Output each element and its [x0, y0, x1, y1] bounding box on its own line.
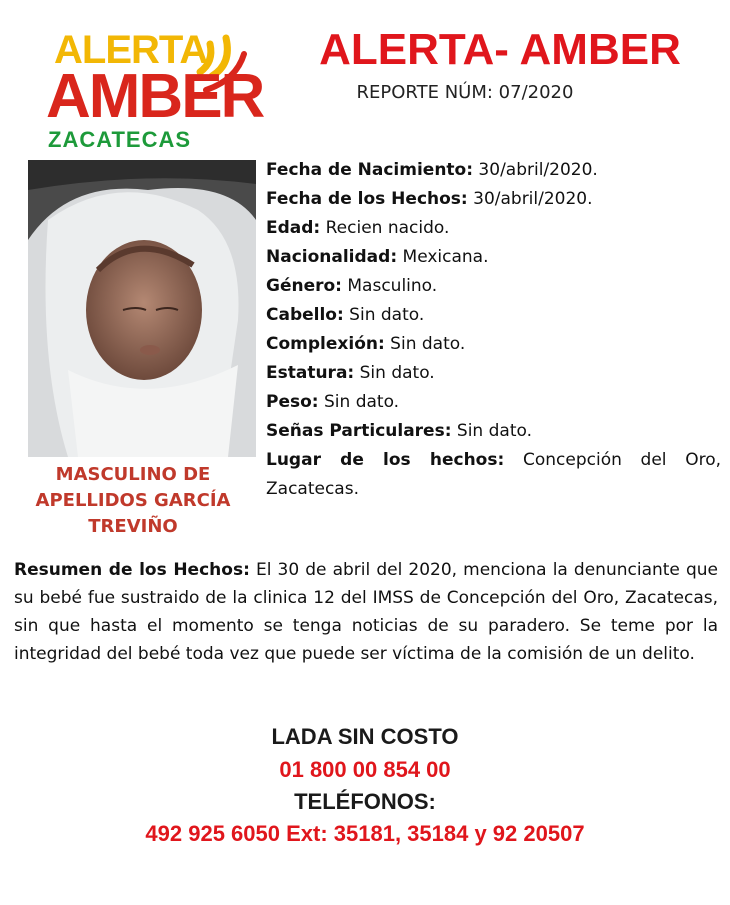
incident-summary	[14, 556, 718, 668]
detail-value: Mexicana.	[397, 247, 489, 267]
baby-photo	[28, 160, 256, 457]
detail-hair	[266, 301, 721, 330]
detail-value: Sin dato.	[343, 305, 425, 325]
detail-value: Masculino.	[341, 276, 438, 296]
detail-incident-location	[266, 446, 721, 504]
details-list	[266, 156, 721, 504]
detail-gender	[266, 272, 721, 301]
detail-value: 30/abril/2020.	[467, 189, 593, 209]
detail-label: Lugar de los hechos:	[266, 450, 505, 470]
detail-distinguishing-marks	[266, 417, 721, 446]
detail-value: Recien nacido.	[320, 218, 450, 238]
detail-value: Sin dato.	[318, 392, 400, 412]
child-name-caption: MASCULINO DE APELLIDOS GARCÍA TREVIÑO	[35, 464, 231, 537]
detail-value: 30/abril/2020.	[473, 160, 598, 180]
detail-value: Sin dato.	[384, 334, 466, 354]
detail-label: Fecha de los Hechos:	[266, 189, 468, 209]
detail-incident-date	[266, 185, 721, 214]
detail-label: Peso:	[266, 392, 319, 412]
detail-label: Señas Particulares:	[266, 421, 452, 441]
detail-label: Fecha de Nacimiento:	[266, 160, 474, 180]
summary-text: El 30 de abril del 2020, menciona la denunciante que su bebé fue sustraido de la clinica 12 del IMSS de Concepción del Oro, Zacatecas, sin que hasta el momento se tenga noticias de su paradero. Se teme por la integridad del bebé toda vez que puede ser víctima de la comisión de un delito.	[14, 560, 718, 664]
toll-free-number: 01 800 00 854 00	[279, 757, 451, 782]
detail-height	[266, 359, 721, 388]
detail-build	[266, 330, 721, 359]
phone-numbers: 492 925 6050 Ext: 35181, 35184 y 92 20507	[145, 821, 585, 846]
detail-label: Estatura:	[266, 363, 355, 383]
detail-age	[266, 214, 721, 243]
detail-label: Nacionalidad:	[266, 247, 398, 267]
logo-line-amber: AMBER	[46, 62, 264, 131]
detail-value: Sin dato.	[354, 363, 435, 383]
detail-nationality	[266, 243, 721, 272]
logo-line-zacatecas: ZACATECAS	[48, 127, 192, 152]
alerta-amber-logo	[40, 28, 264, 158]
phones-label: TELÉFONOS:	[294, 789, 436, 814]
logo-line-alerta: ALERTA	[54, 28, 208, 72]
detail-label: Género:	[266, 276, 342, 296]
detail-label: Cabello:	[266, 305, 344, 325]
report-number: REPORTE NÚM: 07/2020	[356, 82, 574, 103]
detail-birth-date	[266, 156, 721, 185]
detail-label: Complexión:	[266, 334, 385, 354]
detail-value: Sin dato.	[451, 421, 532, 441]
detail-label: Edad:	[266, 218, 321, 238]
page-title: ALERTA- AMBER	[319, 25, 681, 74]
detail-weight	[266, 388, 721, 417]
detail-value: Concepción del Oro, Zacatecas.	[266, 450, 722, 499]
summary-label: Resumen de los Hechos:	[14, 560, 250, 580]
toll-free-label: LADA SIN COSTO	[271, 724, 459, 749]
